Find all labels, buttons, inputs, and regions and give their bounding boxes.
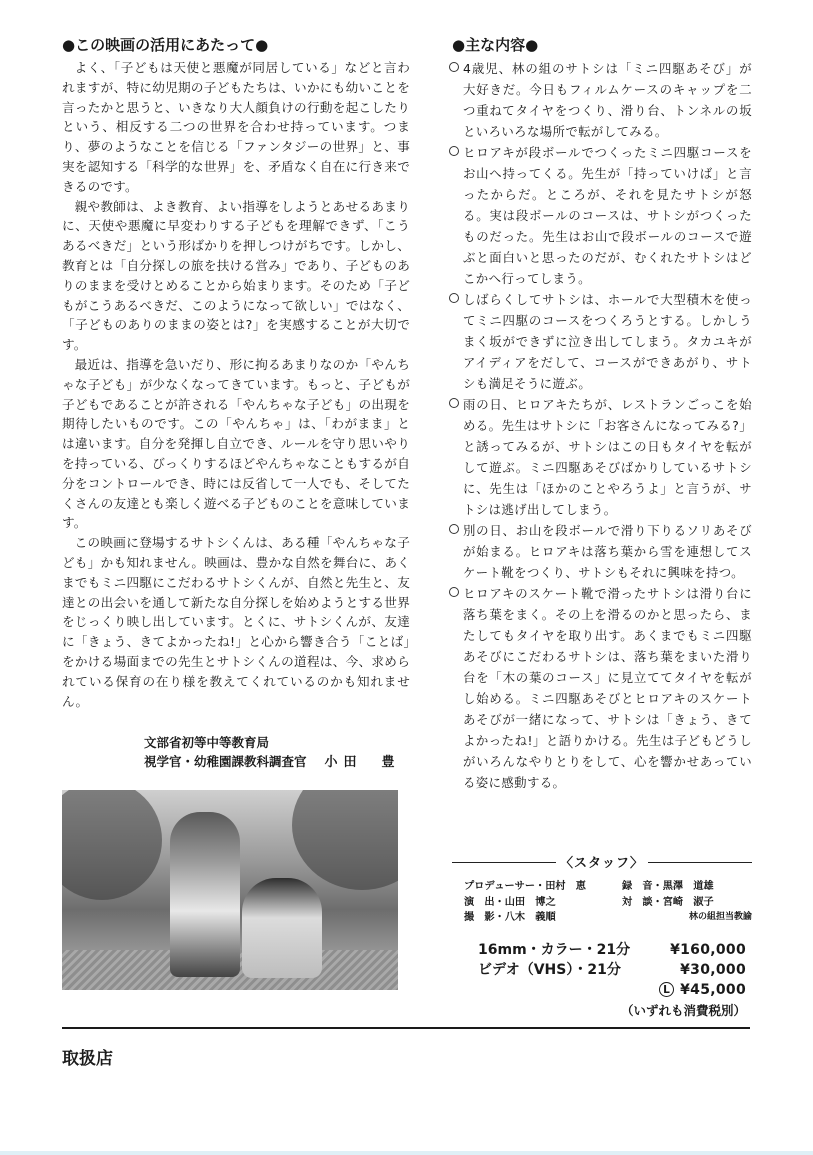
library-mark-icon: L <box>659 982 674 997</box>
staff-credit: 録 音・黒澤 道雄 <box>622 881 714 892</box>
list-item-text: 雨の日、ヒロアキたちが、レストランごっこを始める。先生はサトシに「お客さんになってみる?」と誘ってみるが、サトシはこの日もタイヤを転がして遊ぶ。ミニ四駆あそびばかりしているサトシに、先生は「ほかのことやろうよ」と言うが、サトシは逃げ出してしまう。 <box>463 397 752 517</box>
circle-bullet-icon <box>449 524 459 534</box>
author-org: 文部省初等中等教育局 <box>144 735 270 751</box>
staff-row <box>464 879 752 895</box>
photo-tree-shape <box>292 790 398 890</box>
circle-bullet-icon <box>449 398 459 408</box>
photo-tree-shape <box>62 790 162 900</box>
usage-heading: ●この映画の活用にあたって● <box>62 36 269 54</box>
photo-child-crouching <box>242 878 322 978</box>
dealer-label: 取扱店 <box>62 1049 113 1069</box>
author-block <box>62 733 410 772</box>
list-item <box>452 58 752 142</box>
bottom-strip <box>0 1151 813 1155</box>
circle-bullet-icon <box>449 146 459 156</box>
divider <box>62 1027 750 1029</box>
tax-note: （いずれも消費税別） <box>620 1003 746 1018</box>
photo-child-standing <box>170 812 240 977</box>
staff-box <box>452 856 752 927</box>
price-row-library <box>478 980 746 1000</box>
price-amount: ¥30,000 <box>680 962 746 978</box>
staff-grid <box>464 879 752 926</box>
staff-title <box>452 852 752 871</box>
price-row <box>478 960 746 980</box>
contents-heading: ●主な内容● <box>452 36 539 54</box>
list-item-text: しばらくしてサトシは、ホールで大型積木を使ってミニ四駆のコースをつくろうとする。しかしうまく坂ができずに泣き出してしまう。タカユキがアイディアをだして、コースができあがり、サトシも満足そうに遊ぶ。 <box>463 292 752 391</box>
list-item <box>452 520 752 583</box>
staff-credit: 林の組担当教諭 <box>688 912 752 922</box>
contents-list <box>452 58 752 793</box>
usage-paragraph-2: 親や教師は、よき教育、よい指導をしようとあせるあまりに、天使や悪魔に早変わりする子どもを理解できず、「こうあるべきだ」という形ばかりを押しつけがちです。しかし、教育とは「自分探しの旅を扶ける営み」であり、子どものありのままを受けとめることから始まります。そのため「子どもがこうあるべきだ、このようになって欲しい」ではなく、「子どものありのままの姿とは?」を実感することが大切です。 <box>62 198 410 353</box>
usage-paragraph-1: よく、「子どもは天使と悪魔が同居している」などと言われますが、特に幼児期の子どもたちは、いかにも幼いことを言ったかと思うと、いきなり大人顔負けの行動を起こしたりという、相反する二つの世界を合わせ持っています。つまり、夢のようなことを信じる「ファンタジーの世界」と、事実を認知する「科学的な世界」を、矛盾なく自在に行き来できるのです。 <box>62 60 410 194</box>
circle-bullet-icon <box>449 587 459 597</box>
list-item <box>452 289 752 394</box>
author-title-line <box>144 752 410 772</box>
list-item-text: ヒロアキのスケート靴で滑ったサトシは滑り台に落ち葉をまく。その上を滑るのかと思ったら、またしてもタイヤを取り出す。あくまでもミニ四駆あそびにこだわるサトシは、落ち葉をまいた滑り台を「木の葉のコース」に見立ててタイヤを転がし始める。ミニ四駆あそびとヒロアキのスケートあそびが一緒になって、サトシは「きょう、きてよかったね!」と語りかける。先生は子どもどうしがいろんなやりとりをして、心を響かせあっている姿に感動する。 <box>463 586 752 790</box>
usage-paragraph-4: この映画に登場するサトシくんは、ある種「やんちゃな子ども」かも知れません。映画は、豊かな自然を舞台に、あくまでもミニ四駆にこだわるサトシくんが、自然と先生と、友達との出会いを通して新たな自分探しを始めようとする世界をじっくり映し出しています。とくに、サトシくんが、友達に「きょう、きてよかったね!」と心から響き合う「ことば」をかける場面までの先生とサトシくんの道程は、今、求められている保育の在り様を教えてくれているのかも知れません。 <box>62 535 410 709</box>
list-item <box>452 583 752 793</box>
staff-row <box>464 910 752 926</box>
price-format: ビデオ（VHS）・21分 <box>478 962 621 978</box>
staff-credit: 演 出・山田 博之 <box>464 896 556 908</box>
library-amount: ¥45,000 <box>680 982 746 998</box>
list-item <box>452 142 752 289</box>
circle-bullet-icon <box>449 62 459 72</box>
author-title: 視学官・幼稚園課教科調査官 <box>144 754 307 770</box>
price-format: 16mm・カラー・21分 <box>478 942 631 958</box>
price-row <box>478 940 746 960</box>
price-block <box>478 940 746 1021</box>
right-column <box>452 34 752 793</box>
library-price <box>659 980 746 1000</box>
usage-paragraph-3: 最近は、指導を急いだり、形に拘るあまりなのか「やんちゃな子ども」が少なくなってきています。もっと、子どもが子どもであることが許される「やんちゃな子ども」の出現を期待したいものです。この「やんちゃ」は、「わがまま」とは違います。自分を発揮し自立でき、ルールを守り思いやりを持っている、びっくりするほどやんちゃなこともするが自分をコントロールでき、時には反省して一人でも、そしてたくさんの友達とも楽しく遊べる子どものことを意味しています。 <box>62 356 410 531</box>
price-amount: ¥160,000 <box>670 942 746 958</box>
staff-credit: 撮 影・八木 義順 <box>464 912 556 923</box>
list-item-text: 別の日、お山を段ボールで滑り下りるソリあそびが始まる。ヒロアキは落ち葉から雪を連想してスケート靴をつくり、サトシもそれに興味を持つ。 <box>463 523 752 580</box>
list-item-text: ヒロアキが段ボールでつくったミニ四駆コースをお山へ持ってくる。先生が「持っていけば」と言ったからだ。ところが、それを見たサトシが怒る。実は段ボールのコースは、サトシがつくったものだった。先生はお山で段ボールのコースで遊ぶと面白いと思ったのだが、むくれたサトシはどこかへ行ってしまう。 <box>463 145 752 286</box>
list-item-text: 4歳児、林の組のサトシは「ミニ四駆あそび」が大好きだ。今日もフィルムケースのキャップを二つ重ねてタイヤをつくり、滑り台、トンネルの坂といろいろな場所で転がしてみる。 <box>463 61 752 139</box>
author-name: 小田 豊 <box>324 755 401 771</box>
left-column <box>62 34 410 772</box>
staff-credit: プロデューサー・田村 恵 <box>464 881 586 892</box>
staff-row <box>464 895 752 911</box>
circle-bullet-icon <box>449 293 459 303</box>
list-item <box>452 394 752 520</box>
staff-credit: 対 談・宮崎 淑子 <box>622 896 714 908</box>
staff-title-text: 〈スタッフ〉 <box>556 856 648 871</box>
children-photo <box>62 790 398 990</box>
